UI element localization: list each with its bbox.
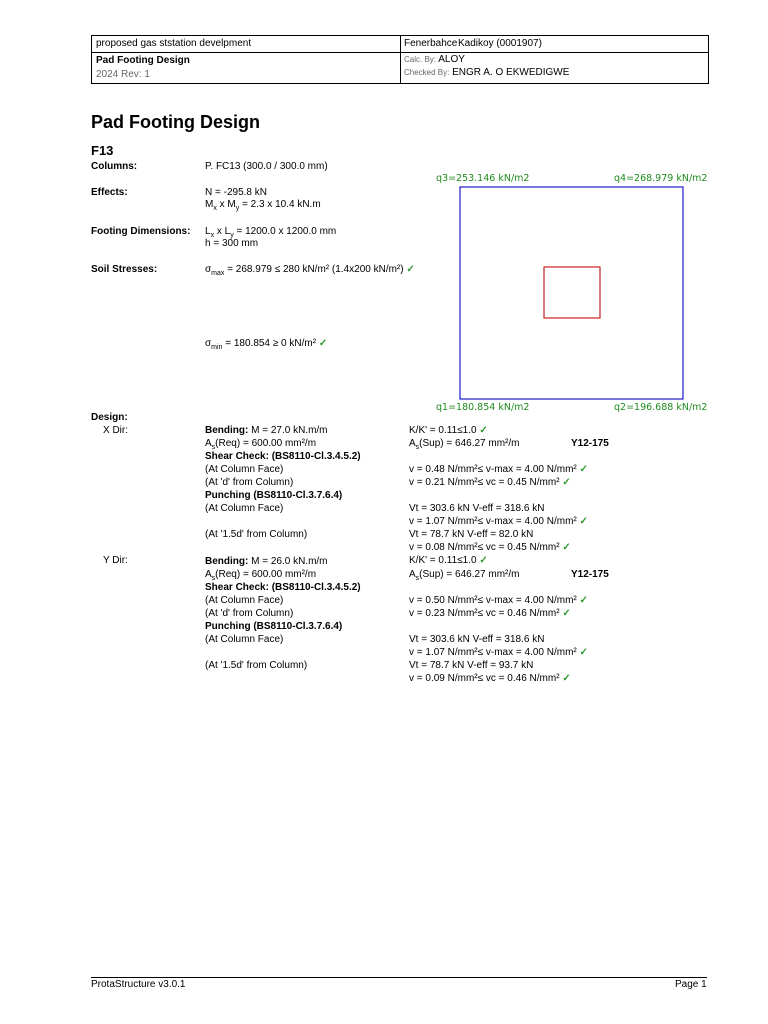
l-value: = 1200.0 x 1200.0 mm bbox=[233, 226, 337, 237]
y-bending bbox=[205, 556, 328, 567]
sigma-sub-max: max bbox=[211, 270, 225, 277]
m-sym: M bbox=[205, 199, 214, 210]
y-punch-title: Punching (BS8110-Cl.3.7.6.4) bbox=[205, 621, 343, 632]
x-shear-face: (At Column Face) bbox=[205, 464, 284, 475]
dims-height: h = 300 mm bbox=[205, 238, 259, 249]
check-icon: ✓ bbox=[579, 516, 588, 527]
as-sup-value: (Sup) = 646.27 mm²/m bbox=[419, 438, 520, 449]
value: v = 1.07 N/mm²≤ v-max = 4.00 N/mm² bbox=[409, 516, 577, 527]
effects-moments bbox=[205, 199, 321, 210]
bending-label: Bending: bbox=[205, 556, 249, 567]
check-icon: ✓ bbox=[562, 608, 571, 619]
y-shear-face: (At Column Face) bbox=[205, 595, 284, 606]
calc-by-value: ALOY bbox=[438, 54, 465, 65]
as-sub: s bbox=[211, 444, 216, 451]
x-punch-face-v bbox=[409, 516, 588, 527]
check-icon: ✓ bbox=[318, 338, 328, 349]
columns-label: Columns: bbox=[91, 161, 138, 172]
checked-by bbox=[404, 67, 569, 78]
y-as-sup bbox=[409, 569, 519, 580]
y-punch-face: (At Column Face) bbox=[205, 634, 284, 645]
x-punch-title: Punching (BS8110-Cl.3.7.6.4) bbox=[205, 490, 343, 501]
as-sym: A bbox=[409, 569, 416, 580]
value: v = 0.50 N/mm²≤ v-max = 4.00 N/mm² bbox=[409, 595, 577, 606]
l-sym: L bbox=[205, 226, 211, 237]
as-sym: A bbox=[205, 438, 212, 449]
calc-by bbox=[404, 54, 465, 65]
as-req-value: (Req) = 600.00 mm²/m bbox=[215, 438, 317, 449]
header-divider-horizontal bbox=[92, 52, 708, 53]
footer-divider bbox=[91, 977, 707, 978]
as-sym: A bbox=[409, 438, 416, 449]
dims-lengths bbox=[205, 226, 336, 237]
footing-outline bbox=[460, 187, 683, 399]
x-shear-face-v bbox=[409, 464, 588, 475]
column-outline bbox=[544, 267, 600, 318]
effects-axial: N = -295.8 kN bbox=[205, 187, 267, 198]
check-icon: ✓ bbox=[562, 673, 571, 684]
sigma-max bbox=[205, 264, 415, 275]
bending-value: M = 26.0 kN.m/m bbox=[248, 556, 328, 567]
sigma-min-value: = 180.854 ≥ 0 kN/m² bbox=[222, 338, 317, 349]
x-shear-d: (At 'd' from Column) bbox=[205, 477, 294, 488]
check-icon: ✓ bbox=[579, 595, 588, 606]
footer-page-number: Page 1 bbox=[675, 979, 707, 990]
kk-value: K/K' = 0.11≤1.0 bbox=[409, 555, 477, 566]
as-sub: s bbox=[415, 444, 420, 451]
m-value: = 2.3 x 10.4 kN.m bbox=[239, 199, 321, 210]
footer-software: ProtaStructure v3.0.1 bbox=[91, 979, 186, 990]
q3-label: q3=253.146 kN/m2 bbox=[436, 173, 530, 184]
dims-label: Footing Dimensions: bbox=[91, 226, 191, 237]
as-sym: A bbox=[205, 569, 212, 580]
soil-label: Soil Stresses: bbox=[91, 264, 158, 275]
calc-by-label: Calc. By: bbox=[404, 55, 437, 64]
effects-label: Effects: bbox=[91, 187, 128, 198]
y-punch-15d: (At '1.5d' from Column) bbox=[205, 660, 308, 671]
location-code: Kadikoy (0001907) bbox=[458, 38, 542, 49]
value: v = 0.48 N/mm²≤ v-max = 4.00 N/mm² bbox=[409, 464, 577, 475]
bending-label: Bending: bbox=[205, 425, 249, 436]
x-bending bbox=[205, 425, 328, 436]
columns-value: P. FC13 (300.0 / 300.0 mm) bbox=[205, 161, 328, 172]
y-bar-spec: Y12-175 bbox=[571, 569, 609, 580]
value: v = 0.21 N/mm²≤ vc = 0.45 N/mm² bbox=[409, 477, 560, 488]
value: v = 0.09 N/mm²≤ vc = 0.46 N/mm² bbox=[409, 673, 560, 684]
y-as-req bbox=[205, 569, 316, 580]
y-punch-15d-v bbox=[409, 673, 571, 684]
l-sub-x: x bbox=[210, 232, 215, 239]
kk-value: K/K' = 0.11≤1.0 bbox=[409, 425, 477, 436]
y-kk bbox=[409, 555, 488, 566]
q1-label: q1=180.854 kN/m2 bbox=[436, 402, 530, 413]
x-punch-15d: (At '1.5d' from Column) bbox=[205, 529, 308, 540]
m-sub-y: y bbox=[235, 205, 240, 212]
checked-by-value: ENGR A. O EKWEDIGWE bbox=[452, 67, 570, 78]
x-dir-label: X Dir: bbox=[103, 425, 128, 436]
y-punch-face-vt: Vt = 303.6 kN V-eff = 318.6 kN bbox=[409, 634, 545, 645]
y-shear-title: Shear Check: (BS8110-Cl.3.4.5.2) bbox=[205, 582, 361, 593]
check-icon: ✓ bbox=[579, 647, 588, 658]
revision: 2024 Rev: 1 bbox=[96, 69, 150, 80]
x-punch-face-vt: Vt = 303.6 kN V-eff = 318.6 kN bbox=[409, 503, 545, 514]
x-punch-15d-v bbox=[409, 542, 571, 553]
checked-by-label: Checked By: bbox=[404, 68, 450, 77]
l-sub-y: y bbox=[230, 232, 234, 239]
as-req-value: (Req) = 600.00 mm²/m bbox=[215, 569, 317, 580]
q2-label: q2=196.688 kN/m2 bbox=[614, 402, 708, 413]
check-icon: ✓ bbox=[479, 425, 488, 436]
x-punch-face: (At Column Face) bbox=[205, 503, 284, 514]
check-icon: ✓ bbox=[562, 542, 571, 553]
y-shear-d: (At 'd' from Column) bbox=[205, 608, 294, 619]
x-shear-title: Shear Check: (BS8110-Cl.3.4.5.2) bbox=[205, 451, 361, 462]
header-table bbox=[91, 35, 709, 84]
as-sub: s bbox=[211, 575, 216, 582]
as-sub: s bbox=[415, 575, 420, 582]
sigma-min bbox=[205, 338, 327, 349]
x-bar-spec: Y12-175 bbox=[571, 438, 609, 449]
m-mid: x M bbox=[216, 199, 236, 210]
doc-title: Pad Footing Design bbox=[96, 55, 190, 66]
check-icon: ✓ bbox=[562, 477, 571, 488]
x-as-sup bbox=[409, 438, 519, 449]
check-icon: ✓ bbox=[479, 555, 488, 566]
as-sup-value: (Sup) = 646.27 mm²/m bbox=[419, 569, 520, 580]
y-dir-label: Y Dir: bbox=[103, 555, 128, 566]
check-icon: ✓ bbox=[406, 264, 415, 275]
l-mid: x L bbox=[214, 226, 231, 237]
x-shear-d-v bbox=[409, 477, 571, 488]
value: v = 1.07 N/mm²≤ v-max = 4.00 N/mm² bbox=[409, 647, 577, 658]
x-kk bbox=[409, 425, 488, 436]
location-district: Fenerbahce bbox=[404, 38, 458, 49]
header-divider-vertical bbox=[400, 36, 401, 83]
design-label: Design: bbox=[91, 412, 128, 423]
y-shear-face-v bbox=[409, 595, 588, 606]
x-as-req bbox=[205, 438, 316, 449]
page-title: Pad Footing Design bbox=[91, 112, 260, 132]
bending-value: M = 27.0 kN.m/m bbox=[248, 425, 328, 436]
sigma-max-value: = 268.979 ≤ 280 kN/m² (1.4x200 kN/m²) bbox=[224, 264, 404, 275]
sigma-sym: σ bbox=[205, 264, 212, 275]
check-icon: ✓ bbox=[579, 464, 588, 475]
sigma-sym: σ bbox=[205, 338, 212, 349]
m-sub-x: x bbox=[213, 205, 217, 212]
footing-plan-diagram bbox=[459, 186, 685, 401]
y-punch-face-v bbox=[409, 647, 588, 658]
value: v = 0.23 N/mm²≤ vc = 0.46 N/mm² bbox=[409, 608, 560, 619]
sigma-sub-min: min bbox=[211, 344, 223, 351]
q4-label: q4=268.979 kN/m2 bbox=[614, 173, 708, 184]
y-punch-15d-vt: Vt = 78.7 kN V-eff = 93.7 kN bbox=[409, 660, 534, 671]
x-punch-15d-vt: Vt = 78.7 kN V-eff = 82.0 kN bbox=[409, 529, 534, 540]
value: v = 0.08 N/mm²≤ vc = 0.45 N/mm² bbox=[409, 542, 560, 553]
y-shear-d-v bbox=[409, 608, 571, 619]
footing-id: F13 bbox=[91, 143, 114, 158]
project-name: proposed gas ststation develpment bbox=[96, 38, 252, 49]
